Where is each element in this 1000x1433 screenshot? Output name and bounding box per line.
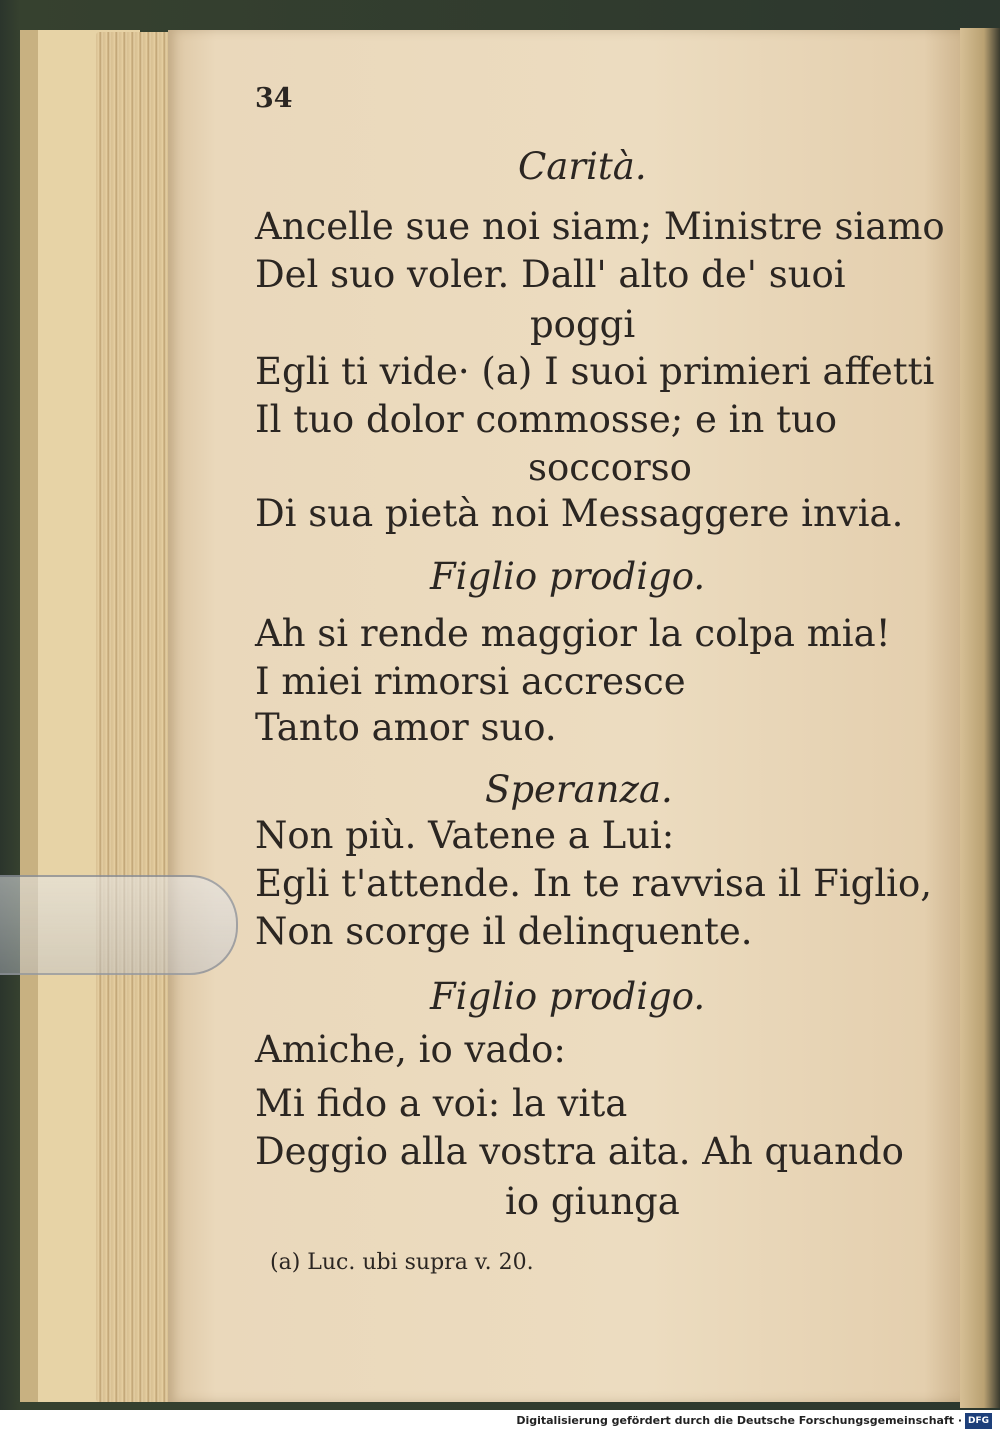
verse-line: Tanto amor suo. — [255, 706, 557, 749]
page-holder-clip — [0, 875, 238, 975]
verse-line: Il tuo dolor commosse; e in tuo — [255, 398, 838, 441]
verse-line: Di sua pietà noi Messaggere invia. — [255, 492, 904, 535]
verse-line: Non più. Vatene a Lui: — [255, 814, 675, 857]
heading-carita: Carità. — [518, 145, 647, 188]
verse-line: soccorso — [528, 446, 692, 489]
heading-figlio-prodigo: Figlio prodigo. — [430, 555, 706, 598]
verse-line: Del suo voler. Dall' alto de' suoi — [255, 253, 846, 296]
book-left-shade — [20, 30, 38, 1402]
verse-line: Deggio alla vostra aita. Ah quando — [255, 1130, 904, 1173]
heading-speranza: Speranza. — [485, 768, 673, 811]
verse-line: Egli t'attende. In te ravvisa il Figlio, — [255, 862, 933, 905]
verse-line: Mi fido a voi: la vita — [255, 1082, 628, 1125]
verse-line: Non scorge il delinquente. — [255, 910, 753, 953]
verse-line: io giunga — [505, 1180, 680, 1223]
verse-line: Ah si rende maggior la colpa mia! — [255, 612, 891, 655]
verse-line: I miei rimorsi accresce — [255, 660, 686, 703]
footnote: (a) Luc. ubi supra v. 20. — [270, 1250, 534, 1275]
verse-line: poggi — [530, 303, 636, 346]
digitization-footer — [0, 1410, 1000, 1433]
page-number: 34 — [255, 83, 293, 114]
dfg-logo: DFG — [965, 1413, 992, 1429]
page-right-edge — [960, 28, 1000, 1408]
verse-line: Amiche, io vado: — [255, 1028, 566, 1071]
verse-line: Egli ti vide· (a) I suoi primieri affetti — [255, 350, 935, 393]
verse-line: Ancelle sue noi siam; Ministre siamo — [255, 205, 945, 248]
heading-figlio-prodigo-2: Figlio prodigo. — [430, 975, 706, 1018]
funding-credit: Digitalisierung gefördert durch die Deutsche Forschungsgemeinschaft · — [516, 1414, 962, 1427]
